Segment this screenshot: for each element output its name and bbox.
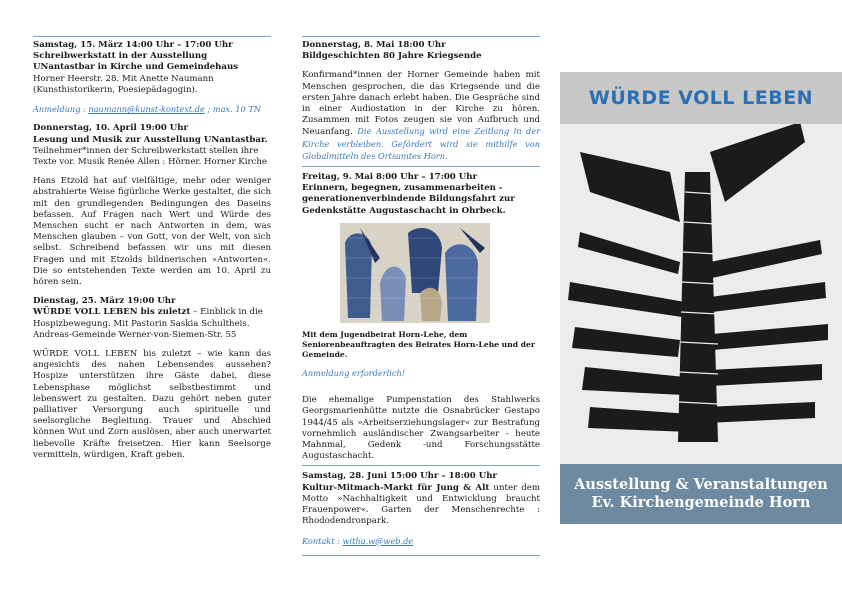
email-link[interactable]: naumann@kunst-kontext.de — [88, 104, 205, 115]
event-title: Bildgeschichten 80 Jahre Kriegsende — [302, 51, 482, 62]
registration-note: Anmeldung erforderlich! — [302, 368, 406, 379]
hospiz-paragraph: WÜRDE VOLL LEBEN bis zuletzt – wie kann das angesichts des nahen Lebensendes aussehen? Hospize unterstützen ihre Gäste dabei, diese Lebensphase möglichst selbstbestimmt und lebenswert zu gestalten. Dazu gehört neben guter palliativer Versorgung auch spirituelle und seelsorgliche Begleitung. Trauer und Abschied können Wut und Zorn auslösen, aber auch unerwartet liebevolle Kräfte freisetzen. Hier kann Seelsorge vermitteln, würdigen, Kraft geben. — [33, 349, 271, 460]
cover-title-band — [560, 72, 842, 124]
event-title: WÜRDE VOLL LEBEN bis zuletzt — [33, 307, 191, 318]
event-note: Die Ausstellung wird eine Zeitlang in der Kirche verbleiben. Gefördert wird sie mithilfe von Globalmitteln des Ortsamtes Horn. — [302, 126, 540, 161]
event-date: Dienstag, 25. März 19:00 Uhr — [33, 296, 176, 307]
cover-subtitle-band — [560, 464, 842, 524]
event-date: Freitag, 9. Mai 8:00 Uhr – 17:00 Uhr — [302, 172, 478, 183]
divider — [302, 166, 540, 167]
registration-label: Anmeldung : — [33, 104, 89, 115]
woodcut-image — [340, 223, 490, 323]
etzold-paragraph: Hans Etzold hat auf vielfältige, mehr oder weniger abstrahierte Weise figürliche Werke gestaltet, die sich mit den grundlegenden Bedingungen des Daseins befassen. Auf Fragen nach Wert und Würde des Menschen sucht er nach Antworten in dem, was Menschen glauben – von Gott, von der Welt, von sich selbst. Schreibend befassen wir uns mit diesen Fragen und mit Etzolds bildnerischen »Antworten«. Die so entstehenden Texte werden am 10. April zu hören sein. — [33, 176, 271, 288]
cover-panel — [560, 72, 842, 524]
event-date: Donnerstag, 8. Mai 18:00 Uhr — [302, 40, 446, 50]
col1-top-rule — [33, 36, 271, 37]
contact-line — [302, 536, 540, 547]
event-title: Erinnern, begegnen, zusammenarbeiten - generationenverbindende Bildungsfahrt zur Gedenkstätte Augustaschacht in Ohrbeck. — [302, 183, 515, 216]
woodcut-artwork — [560, 112, 842, 464]
cover-subtitle-line-1: Ausstellung & Veranstaltungen — [574, 476, 828, 493]
divider — [302, 465, 540, 466]
event-body: – Einblick in die Hospizbewegung. Mit Pastorin Saskia Schultheis. Andreas-Gemeinde Werner-von-Siemen-Str. 55 — [33, 307, 263, 340]
event-date: Donnerstag, 10. April 19:00 Uhr — [33, 123, 189, 134]
column-1 — [33, 40, 271, 461]
cover-title: WÜRDE VOLL LEBEN — [588, 87, 814, 109]
event-title: Schreibwerkstatt in der Ausstellung UNantastbar in Kirche und Gemeindehaus — [33, 51, 239, 73]
contact-label: Kontakt : — [302, 535, 343, 546]
divider — [302, 555, 540, 556]
event-title: Lesung und Musik zur Ausstellung UNantastbar. — [33, 134, 268, 145]
email-link[interactable]: witha.w@web.de — [342, 535, 414, 546]
registration-line — [33, 104, 271, 115]
woodcut-photo — [340, 223, 490, 323]
col2-top-rule — [302, 36, 540, 37]
event-title: Kultur-Mitmach-Markt für Jung & Alt — [302, 482, 490, 493]
event-body: unter dem Motto »Nachhaltigkeit und Entwicklung braucht Frauenpower«. Garten der Menschenrechte : Rhododendronpark. — [302, 482, 540, 527]
event-description — [33, 307, 271, 341]
cover-subtitle-line-2: Ev. Kirchengemeinde Horn — [591, 494, 811, 511]
event-description — [302, 483, 540, 528]
registration-limit: ; max. 10 TN — [204, 104, 261, 115]
event-body — [302, 70, 540, 163]
event-date: Samstag, 28. Juni 15:00 Uhr – 18:00 Uhr — [302, 471, 497, 482]
event-body-text: Konfirmand*innen der Horner Gemeinde haben mit Menschen gesprochen, die das Kriegsende und die ersten Jahre danach erlebt haben. Die Gespräche sind in einer Audiostation in der Kirche zu hören. Zusammen mit Fotos zeugen sie von Aufbruch und Neuanfang. — [302, 70, 540, 138]
event-body: Die ehemalige Pumpenstation des Stahlwerks Georgsmarienhütte nutzte die Osnabrücker Gestapo 1944/45 als »Arbeitserziehungslager« zur Bestrafung vornehmlich ausländischer Zwangsarbeiter - heute Mahnmal, Gedenk -und Forschungsstätte Augustaschacht. — [302, 395, 540, 462]
cover-artwork — [560, 112, 842, 464]
column-2 — [302, 40, 540, 556]
photo-caption: Mit dem Jugendbeirat Horn-Lehe, dem Seniorenbeauftragten des Beirates Horn-Lehe und der Gemeinde. — [302, 330, 535, 360]
event-body: Horner Heerstr. 28. Mit Anette Naumann (Kunsthistorikerin, Poesiepädagogin). — [33, 73, 214, 95]
event-body: Teilnehmer*innen der Schreibwerkstatt stellen ihre Texte vor. Musik Renée Allen : Hörner. Horner Kirche — [33, 145, 268, 167]
event-date: Samstag, 15. März 14:00 Uhr – 17:00 Uhr — [33, 40, 233, 50]
event-description — [33, 135, 271, 169]
